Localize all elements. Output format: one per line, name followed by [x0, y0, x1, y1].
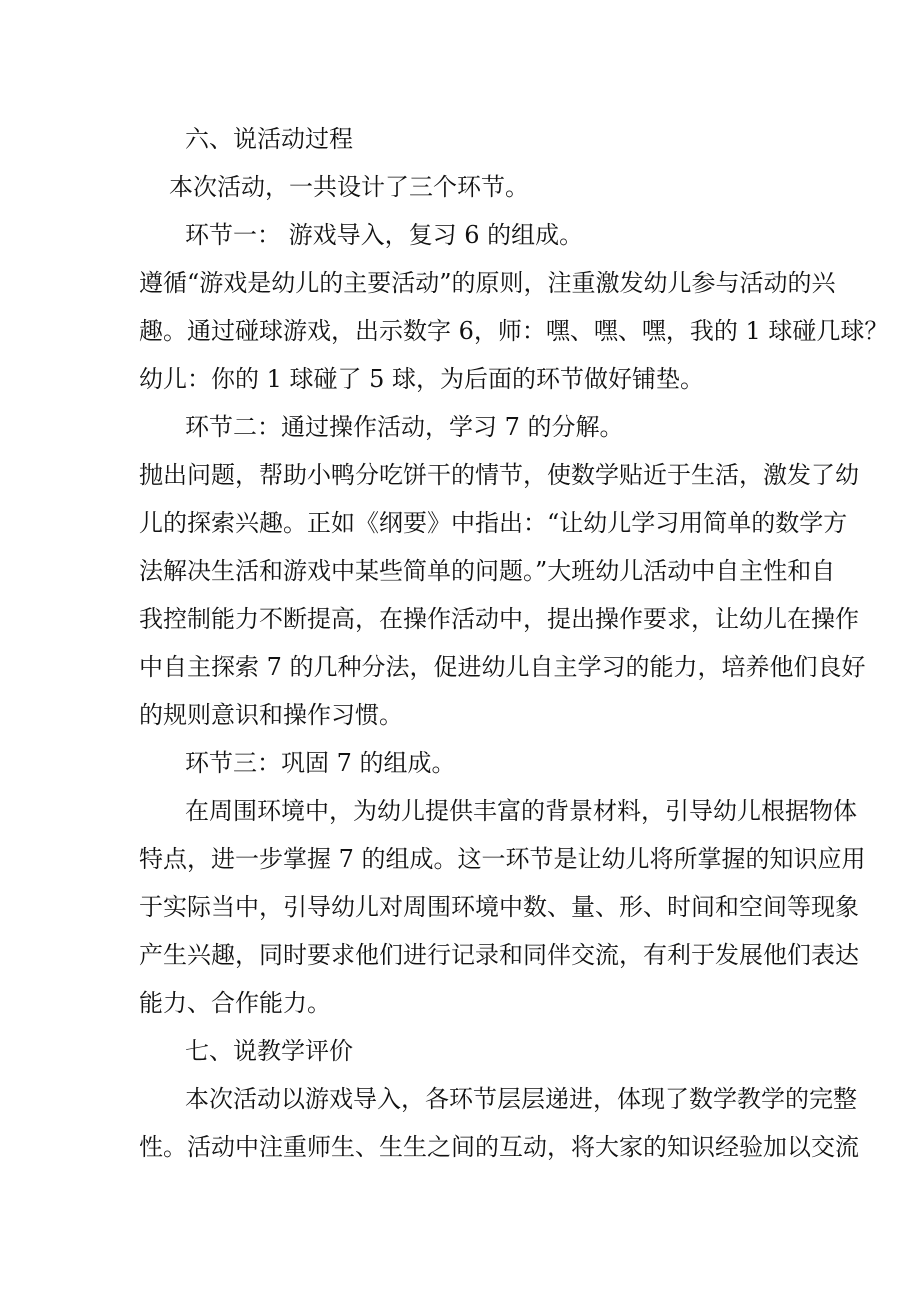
- section6-intro: 本次活动，一共设计了三个环节。: [169, 173, 529, 201]
- section7-line-2: 性。活动中注重师生、生生之间的互动，将大家的知识经验加以交流: [139, 1133, 859, 1161]
- section7-heading: 七、说教学评价: [185, 1037, 353, 1065]
- step2-line-4: 我控制能力不断提高，在操作活动中，提出操作要求，让幼儿在操作: [139, 605, 859, 633]
- step2-line-6: 的规则意识和操作习惯。: [139, 701, 403, 729]
- step3-line-1: 在周围环境中，为幼儿提供丰富的背景材料，引导幼儿根据物体: [185, 797, 857, 825]
- step3-line-2: 特点，进一步掌握 7 的组成。这一环节是让幼儿将所掌握的知识应用: [139, 845, 866, 873]
- step1-line-3: 幼儿：你的 1 球碰了 5 球，为后面的环节做好铺垫。: [139, 365, 705, 393]
- step2-title: 环节二：通过操作活动，学习 7 的分解。: [185, 413, 624, 441]
- step3-line-4: 产生兴趣，同时要求他们进行记录和同伴交流，有利于发展他们表达: [139, 941, 859, 969]
- step2-line-5: 中自主探索 7 的几种分法，促进幼儿自主学习的能力，培养他们良好: [139, 653, 866, 681]
- step1-title: 环节一： 游戏导入，复习 6 的组成。: [185, 221, 584, 249]
- step2-line-3: 法解决生活和游戏中某些简单的问题。”大班幼儿活动中自主性和自: [139, 557, 836, 585]
- section7-line-1: 本次活动以游戏导入，各环节层层递进，体现了数学教学的完整: [185, 1085, 857, 1113]
- step3-line-5: 能力、合作能力。: [139, 989, 331, 1017]
- section6-heading: 六、说活动过程: [185, 125, 353, 153]
- step1-line-1: 遵循“游戏是幼儿的主要活动”的原则，注重激发幼儿参与活动的兴: [139, 269, 836, 297]
- step1-line-2: 趣。通过碰球游戏，出示数字 6，师：嘿、嘿、嘿，我的 1 球碰几球？: [139, 317, 889, 345]
- step3-line-3: 于实际当中，引导幼儿对周围环境中数、量、形、时间和空间等现象: [139, 893, 859, 921]
- step2-line-1: 抛出问题，帮助小鸭分吃饼干的情节，使数学贴近于生活，激发了幼: [139, 461, 859, 489]
- step3-title: 环节三：巩固 7 的组成。: [185, 749, 456, 777]
- step2-line-2: 儿的探索兴趣。正如《纲要》中指出：“让幼儿学习用简单的数学方: [139, 509, 848, 537]
